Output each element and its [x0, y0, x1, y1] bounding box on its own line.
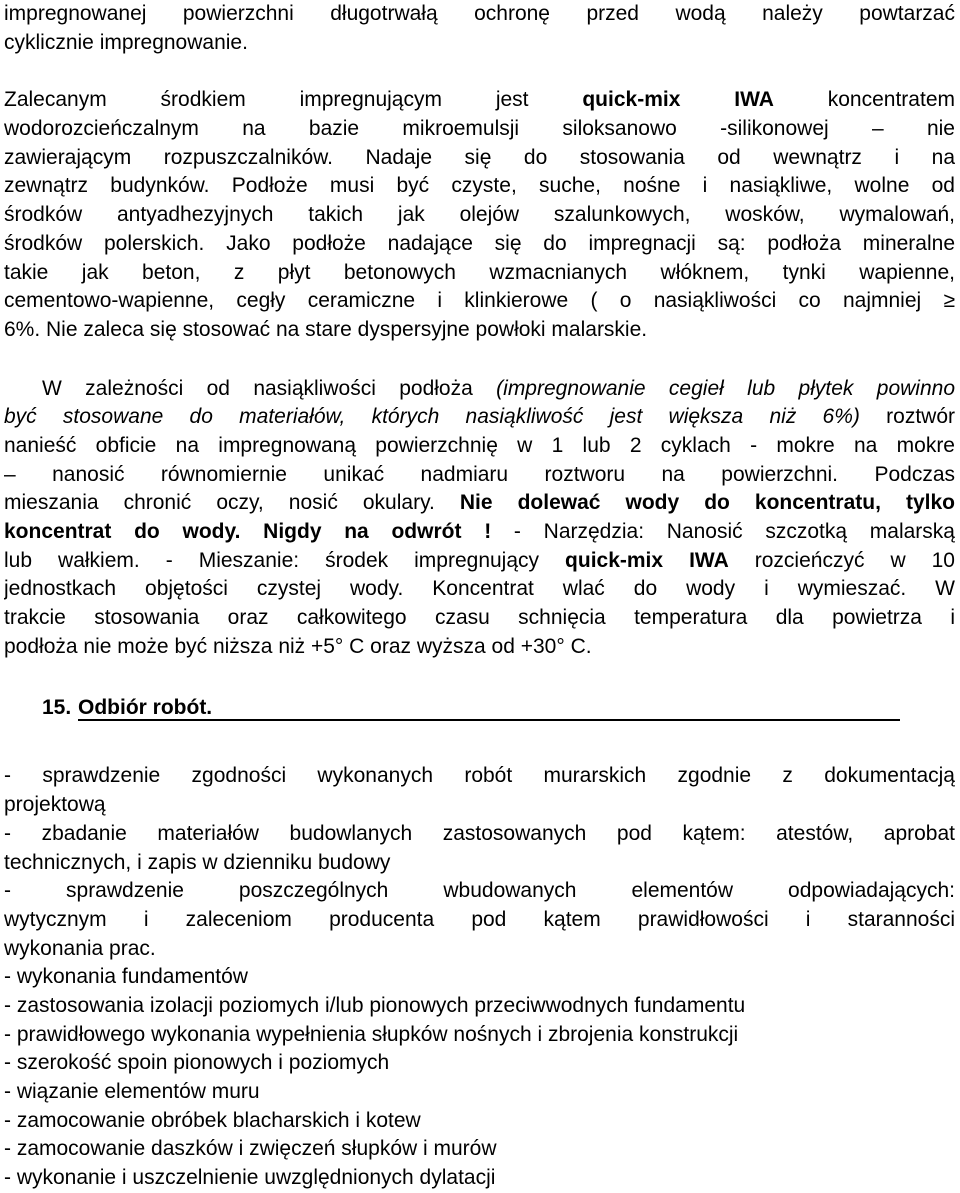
- list-item: - wykonanie i uszczelnienie uwzględnionych dylatacji: [4, 1166, 496, 1190]
- text-line: trakcie stosowania oraz całkowitego czasu schnięcia temperatura dla powietrza i: [4, 606, 955, 630]
- text-line: wodorozcieńczalnym na bazie mikroemulsji siloksanowo -silikonowej – nie: [4, 117, 955, 141]
- list-item: - sprawdzenie zgodności wykonanych robót murarskich zgodnie z dokumentacją: [4, 764, 955, 788]
- text-line: nanieść obficie na impregnowaną powierzchnię w 1 lub 2 cyklach - mokre na mokre: [4, 433, 955, 457]
- text-line: W zależności od nasiąkliwości podłoża (impregnowanie cegieł lub płytek powinno: [42, 376, 955, 400]
- list-item: - zamocowanie daszków i zwięczeń słupków i murów: [4, 1137, 497, 1161]
- text-line: lub wałkiem. - Mieszanie: środek impregnujący quick-mix IWA rozcieńczyć w 10: [4, 548, 955, 572]
- text-line: – nanosić równomiernie unikać nadmiaru roztworu na powierzchni. Podczas: [4, 462, 955, 486]
- text-line: podłoża nie może być niższa niż +5° C oraz wyższa od +30° C.: [4, 634, 592, 658]
- document-page: [4, 0, 955, 1193]
- text-line: 6%. Nie zaleca się stosować na stare dyspersyjne powłoki malarskie.: [4, 317, 648, 341]
- paragraph-2: [4, 86, 955, 344]
- text-line: takie jak beton, z płyt betonowych wzmacnianych włóknem, tynki wapienne,: [4, 260, 955, 284]
- heading-underline: [78, 719, 900, 721]
- list-item: - prawidłowego wykonania wypełnienia słupków nośnych i zbrojenia konstrukcji: [4, 1022, 739, 1046]
- text-line: środków polerskich. Jako podłoże nadające się do impregnacji są: podłoża mineralne: [4, 231, 955, 255]
- list-item: wykonania prac.: [4, 936, 156, 960]
- list-item: - wykonania fundamentów: [4, 965, 248, 989]
- acceptance-list: [4, 762, 955, 1192]
- section-title: Odbiór robót.: [78, 696, 213, 720]
- list-item: wytycznym i zaleceniom producenta pod kątem prawidłowości i staranności: [4, 907, 955, 931]
- section-number: 15.: [42, 696, 72, 720]
- list-item: - zamocowanie obróbek blacharskich i kotew: [4, 1108, 421, 1132]
- list-item: - zastosowania izolacji poziomych i/lub pionowych przeciwwodnych fundamentu: [4, 993, 746, 1017]
- list-item: - wiązanie elementów muru: [4, 1080, 260, 1103]
- text-line: zewnątrz budynków. Podłoże musi być czyste, suche, nośne i nasiąkliwe, wolne od: [4, 174, 955, 198]
- list-item: - zbadanie materiałów budowlanych zastosowanych pod kątem: atestów, aprobat: [4, 821, 955, 845]
- text-line: cyklicznie impregnowanie.: [4, 30, 248, 54]
- text-line: cementowo-wapienne, cegły ceramiczne i klinkierowe ( o nasiąkliwości co najmniej ≥: [4, 289, 955, 313]
- text-line: być stosowane do materiałów, których nasiąkliwość jest większa niż 6%) roztwór: [4, 405, 955, 429]
- paragraph-1: [4, 0, 955, 57]
- text-line: jednostkach objętości czystej wody. Koncentrat wlać do wody i wymieszać. W: [4, 577, 955, 601]
- list-item: - szerokość spoin pionowych i poziomych: [4, 1051, 390, 1075]
- paragraph-3: [4, 375, 955, 662]
- text-line: środków antyadhezyjnych takich jak olejów szalunkowych, wosków, wymalowań,: [4, 203, 955, 227]
- text-line: impregnowanej powierzchni długotrwałą ochronę przed wodą należy powtarzać: [4, 2, 955, 25]
- section-heading: [4, 694, 955, 726]
- product-name: quick-mix IWA: [565, 548, 729, 572]
- list-item: - sprawdzenie poszczególnych wbudowanych elementów odpowiadających:: [4, 879, 955, 903]
- list-item: projektową: [4, 793, 106, 817]
- list-item: technicznych, i zapis w dzienniku budowy: [4, 850, 391, 874]
- text-line: koncentrat do wody. Nigdy na odwrót ! - Narzędzia: Nanosić szczotką malarską: [4, 520, 955, 543]
- text-line: Zalecanym środkiem impregnującym jest quick-mix IWA koncentratem: [4, 88, 955, 112]
- text-line: mieszania chronić oczy, nosić okulary. Nie dolewać wody do koncentratu, tylko: [4, 491, 955, 515]
- text-line: zawierającym rozpuszczalników. Nadaje się do stosowania od wewnątrz i na: [4, 145, 955, 169]
- product-name: quick-mix IWA: [582, 88, 774, 112]
